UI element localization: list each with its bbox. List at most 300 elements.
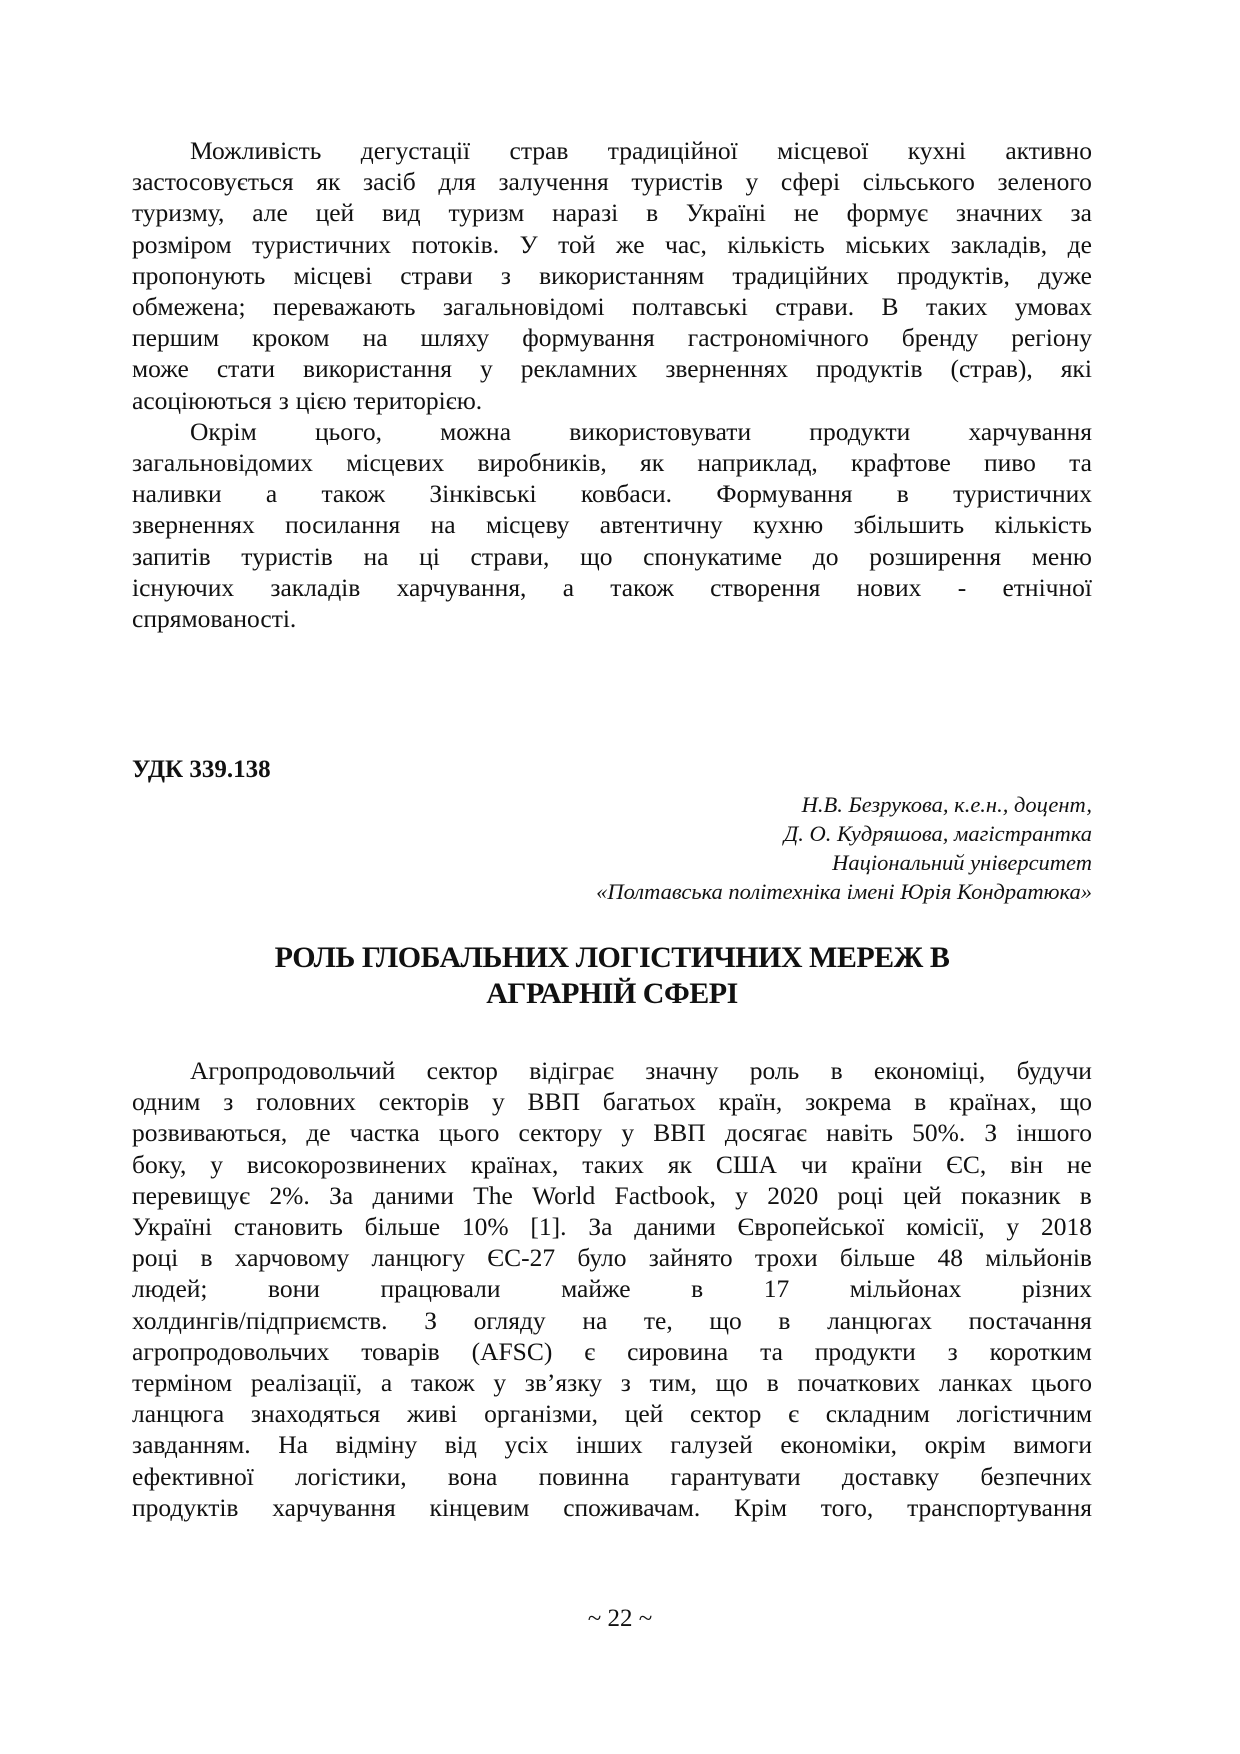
word: засіб (363, 167, 416, 197)
word: місцеві (293, 260, 373, 290)
word: ЄС-27 (487, 1243, 556, 1273)
word: можна (440, 416, 512, 446)
word: доставку (841, 1461, 940, 1491)
text-line (132, 322, 1092, 353)
word: складним (825, 1399, 930, 1429)
word: досягає (724, 1118, 807, 1148)
word: як (667, 1149, 692, 1179)
word: у (1006, 1212, 1020, 1242)
word: логістики, (295, 1461, 407, 1491)
text-line (132, 1461, 1092, 1492)
author-1: Н.В. Безрукова, к.е.н., доцент, (801, 792, 1092, 817)
word: в (830, 1056, 843, 1085)
word: даними (372, 1180, 454, 1210)
word: що (580, 541, 613, 571)
article-title (132, 940, 1092, 1012)
word: та (1069, 448, 1092, 478)
word: постачання (968, 1305, 1092, 1335)
word: цього (438, 1118, 500, 1148)
word: живі (406, 1399, 458, 1429)
word: знаходяться (250, 1399, 381, 1429)
word: в (778, 1305, 791, 1335)
word: місцеву (485, 510, 570, 540)
word: одним (132, 1087, 201, 1117)
word: створення (710, 572, 821, 602)
word: році (132, 1243, 179, 1273)
word: асоціюються (132, 385, 272, 415)
word: інших (575, 1430, 643, 1460)
word: ланцюга (132, 1399, 225, 1429)
word: дуже (1037, 260, 1092, 290)
word: нових (856, 572, 922, 602)
word: на (430, 510, 456, 540)
title-line-2: АГРАРНІЙ СФЕРІ (486, 977, 738, 1010)
word: агропродовольчих (132, 1336, 330, 1366)
text-line (132, 166, 1092, 197)
word: окрім (924, 1430, 986, 1460)
word: місцевої (777, 136, 869, 165)
word: харчування (272, 1492, 396, 1522)
word: що (709, 1305, 742, 1335)
word: в (896, 479, 909, 509)
word: в (691, 1274, 704, 1304)
word: використовувати (569, 416, 752, 446)
word: від (444, 1430, 477, 1460)
word: - (957, 572, 967, 602)
text-line (132, 509, 1092, 540)
word: значну (645, 1056, 719, 1085)
word: вимоги (1013, 1430, 1092, 1460)
word: туризм (448, 198, 525, 228)
word: зокрема (805, 1087, 892, 1117)
word: традиційної (607, 136, 738, 165)
word: країн, (718, 1087, 783, 1117)
word: меню (1031, 541, 1092, 571)
word: За (329, 1180, 354, 1210)
word: галузей (670, 1430, 753, 1460)
word: страв (509, 136, 569, 165)
text-line (132, 1273, 1092, 1304)
word: туризму, (132, 198, 225, 228)
word: ВВП (527, 1087, 580, 1117)
word: загальновідомих (132, 448, 314, 478)
word: організми, (484, 1399, 598, 1429)
word: кроком (252, 323, 330, 353)
text-line (132, 416, 1092, 447)
word: Зінківські (429, 479, 537, 509)
word: сировина (627, 1336, 729, 1366)
word: існуючих (132, 572, 235, 602)
word: сфері (780, 167, 841, 197)
word: (AFSC) (471, 1336, 553, 1366)
author-2: Д. О. Кудряшова, магістрантка (783, 821, 1092, 846)
word: у (745, 167, 759, 197)
text-line (132, 1336, 1092, 1367)
word: огляду (473, 1305, 546, 1335)
word: На (278, 1430, 308, 1460)
word: економіки, (780, 1430, 898, 1460)
text-line (132, 1492, 1092, 1523)
word: час, (665, 229, 707, 259)
word: в (200, 1243, 213, 1273)
word: активно (1005, 136, 1092, 165)
word: посилання (285, 510, 401, 540)
word: даними (634, 1212, 716, 1242)
text-line (132, 1398, 1092, 1429)
word: наприклад, (697, 448, 818, 478)
word: ланках (938, 1368, 1013, 1398)
text-line (132, 1429, 1092, 1460)
word: на (363, 541, 389, 571)
word: The (473, 1180, 513, 1210)
word: таких (582, 1149, 644, 1179)
word: місцевих (346, 448, 445, 478)
word: Україні (132, 1212, 213, 1242)
word: навіть (826, 1118, 893, 1148)
word: транспортування (907, 1492, 1092, 1522)
word: переважають (272, 292, 416, 322)
text-line (132, 603, 1092, 634)
word: продукти (809, 416, 911, 446)
word: в (766, 1368, 779, 1398)
word: гарантувати (670, 1461, 801, 1491)
word: з (620, 1368, 631, 1398)
word: а (380, 1368, 393, 1398)
word: продуктів (816, 354, 923, 384)
word: з (278, 385, 289, 415)
word: боку, (132, 1149, 187, 1179)
previous-article-section (132, 135, 1092, 634)
word: розширення (869, 541, 1002, 571)
word: Агропродовольчий (190, 1056, 396, 1085)
word: у (210, 1149, 223, 1179)
word: терміном (132, 1368, 233, 1398)
word: повинна (538, 1461, 630, 1491)
word: кількість (727, 229, 825, 259)
word: не (793, 198, 819, 228)
word: спонукатиме (643, 541, 783, 571)
word: будучи (1016, 1056, 1092, 1085)
word: та (760, 1336, 783, 1366)
word: кількість (994, 510, 1092, 540)
word: За (588, 1212, 613, 1242)
word: 2018 (1040, 1212, 1092, 1242)
word: на (582, 1305, 608, 1335)
word: регіону (1011, 323, 1092, 353)
word: загальновідомі (442, 292, 605, 322)
text-line (132, 1149, 1092, 1180)
word: У (519, 229, 538, 259)
word: сектору (518, 1118, 603, 1148)
word: США (715, 1149, 777, 1179)
word: страви (400, 260, 473, 290)
word: З (984, 1118, 998, 1148)
word: у (493, 1368, 507, 1398)
word: в (1079, 1180, 1092, 1210)
text-line (132, 1180, 1092, 1211)
word: країнах, (949, 1087, 1037, 1117)
word: у (480, 354, 493, 384)
word: комісії, (906, 1212, 985, 1242)
word: ВВП (653, 1118, 706, 1148)
word: холдингів/підприємств. (132, 1305, 388, 1335)
word: вид (382, 198, 421, 228)
word: запитів (132, 541, 211, 571)
word: тим, (649, 1368, 697, 1398)
text-line (132, 1086, 1092, 1117)
word: наливки (132, 479, 222, 509)
word: також (321, 479, 386, 509)
word: World (532, 1180, 596, 1210)
word: же (615, 229, 645, 259)
word: показник (961, 1180, 1061, 1210)
word: таких (925, 292, 988, 322)
word: першим (132, 323, 220, 353)
word: році (837, 1180, 884, 1210)
word: потоків. (411, 229, 500, 259)
word: чи (800, 1149, 828, 1179)
word: з (947, 1336, 958, 1366)
word: традиційних (732, 260, 869, 290)
word: використанням (539, 260, 705, 290)
word: закладів (270, 572, 361, 602)
word: де (306, 1118, 331, 1148)
word: сектор (426, 1056, 498, 1085)
affiliation-line-2: «Полтавська політехніка імені Юрія Кондратюка» (596, 879, 1092, 904)
word: багатьох (602, 1087, 696, 1117)
word: значних (955, 198, 1043, 228)
word: які (1060, 354, 1092, 384)
word: логістичним (956, 1399, 1092, 1429)
word: відіграє (529, 1056, 614, 1085)
word: Європейської (737, 1212, 885, 1242)
word: виробників, (477, 448, 607, 478)
text-line (132, 135, 1092, 166)
word: цього, (314, 416, 382, 446)
word: (страв), (950, 354, 1033, 384)
word: з (500, 260, 511, 290)
text-line (132, 1211, 1092, 1242)
word: харчування (968, 416, 1092, 446)
word: а (562, 572, 575, 602)
word: країнах, (470, 1149, 559, 1179)
word: спрямованості. (132, 604, 297, 634)
word: наразі (552, 198, 619, 228)
text-line (132, 385, 1092, 416)
word: гастрономічного (687, 323, 869, 353)
word: туристів (631, 167, 723, 197)
word: той (558, 229, 596, 259)
word: частка (349, 1118, 420, 1148)
word: розвиваються, (132, 1118, 288, 1148)
word: обмежена; (132, 292, 246, 322)
word: 48 (937, 1243, 963, 1273)
word: ланцюгах (827, 1305, 932, 1335)
word: 17 (763, 1274, 790, 1304)
word: формування (522, 323, 655, 353)
word: цією (295, 385, 347, 415)
word: шляху (420, 323, 490, 353)
word: мільйонах (849, 1274, 962, 1304)
word: страви. (775, 292, 855, 322)
word: де (1067, 229, 1092, 259)
word: для (438, 167, 476, 197)
word: товарів (361, 1336, 440, 1366)
word: пиво (983, 448, 1036, 478)
word: продуктів, (897, 260, 1010, 290)
word: Україні (685, 198, 767, 228)
word: на (362, 323, 388, 353)
udk-code: УДК 339.138 (132, 756, 271, 783)
word: також (410, 1368, 475, 1398)
word: рекламних (520, 354, 638, 384)
word: але (252, 198, 288, 228)
word: що (715, 1368, 748, 1398)
word: бренду (901, 323, 979, 353)
word: до (812, 541, 839, 571)
word: ланцюгу (371, 1243, 466, 1273)
word: ці (419, 541, 440, 571)
word: зверненнях (665, 354, 789, 384)
text-line (132, 478, 1092, 509)
word: ЄС, (946, 1149, 987, 1179)
word: працювали (380, 1274, 501, 1304)
word: вони (268, 1274, 320, 1304)
word: закладів, (950, 229, 1048, 259)
page-number: ~ 22 ~ (587, 1605, 653, 1632)
word: не (1066, 1149, 1092, 1179)
word: кухню (752, 510, 824, 540)
word: у (735, 1180, 748, 1210)
text-line (132, 353, 1092, 384)
word: іншого (1016, 1118, 1092, 1148)
word: Factbook, (614, 1180, 716, 1210)
word: міських (845, 229, 931, 259)
word: залучення (498, 167, 609, 197)
word: споживачам. (563, 1492, 701, 1522)
word: як (316, 167, 341, 197)
word: крафтове (851, 448, 951, 478)
word: безпечних (980, 1461, 1092, 1491)
word: роль (749, 1056, 800, 1085)
word: є (788, 1399, 800, 1429)
word: умовах (1014, 292, 1092, 322)
text-line (132, 1367, 1092, 1398)
word: туристів (241, 541, 333, 571)
text-line (132, 1055, 1092, 1086)
word: сектор (690, 1399, 762, 1429)
text-line (132, 1117, 1092, 1148)
word: Крім (734, 1492, 787, 1522)
word: З (424, 1305, 437, 1335)
word: полтавські (631, 292, 748, 322)
word: різних (1021, 1274, 1092, 1304)
text-line (132, 541, 1092, 572)
text-line (132, 260, 1092, 291)
word: усіх (504, 1430, 549, 1460)
word: коротким (989, 1336, 1092, 1366)
paragraph-local-producers (132, 416, 1092, 634)
word: ковбаси. (580, 479, 673, 509)
word: реалізації, (250, 1368, 363, 1398)
word: харчування, (396, 572, 527, 602)
text-line (132, 229, 1092, 260)
word: ефективної (132, 1461, 254, 1491)
word: високорозвинених (246, 1149, 447, 1179)
word: 50%. (912, 1118, 966, 1148)
word: цей (903, 1180, 942, 1210)
word: в (914, 1087, 927, 1117)
word: економіці, (873, 1056, 986, 1085)
word: а (265, 479, 278, 509)
word: зв’язку (524, 1368, 602, 1398)
word: у (491, 1087, 505, 1117)
word: цього (1031, 1368, 1092, 1398)
word: продуктів (132, 1492, 239, 1522)
word: В (881, 292, 899, 322)
word: 10% (461, 1212, 509, 1242)
word: страви, (470, 541, 550, 571)
word: 2020 (767, 1180, 819, 1210)
word: стати (216, 354, 276, 384)
word: також (610, 572, 674, 602)
word: розміром (132, 229, 232, 259)
word: етнічної (1002, 572, 1092, 602)
article-body-paragraph (132, 1055, 1092, 1523)
word: туристичних (953, 479, 1092, 509)
word: людей; (132, 1274, 208, 1304)
word: 2%. (269, 1180, 310, 1210)
word: більше (839, 1243, 916, 1273)
word: головних (256, 1087, 356, 1117)
word: зеленого (997, 167, 1092, 197)
word: за (1070, 198, 1092, 228)
word: вона (447, 1461, 498, 1491)
word: кінцевим (429, 1492, 530, 1522)
word: початкових (797, 1368, 921, 1398)
word: формує (846, 198, 929, 228)
word: секторів (378, 1087, 470, 1117)
word: пропонують (132, 260, 266, 290)
word: Формування (716, 479, 853, 509)
text-line (132, 1305, 1092, 1336)
word: було (577, 1243, 627, 1273)
word: відміну (335, 1430, 418, 1460)
word: цей (624, 1399, 664, 1429)
word: збільшить (853, 510, 965, 540)
word: може (132, 354, 189, 384)
word: є (584, 1336, 596, 1366)
word: продукти (814, 1336, 916, 1366)
word: цей (315, 198, 355, 228)
word: майже (561, 1274, 631, 1304)
title-line-1: РОЛЬ ГЛОБАЛЬНИХ ЛОГІСТИЧНИХ МЕРЕЖ В (274, 941, 950, 974)
word: те, (643, 1305, 673, 1335)
text-line (132, 572, 1092, 603)
word: більше (364, 1212, 441, 1242)
word: трохи (754, 1243, 818, 1273)
word: мільйонів (985, 1243, 1092, 1273)
word: в (646, 198, 659, 228)
word: застосовується (132, 167, 294, 197)
word: використання (303, 354, 453, 384)
word: харчовому (234, 1243, 350, 1273)
word: [1]. (530, 1212, 567, 1242)
word: Можливість (190, 136, 322, 165)
word: у (621, 1118, 635, 1148)
word: становить (233, 1212, 343, 1242)
text-line (132, 291, 1092, 322)
